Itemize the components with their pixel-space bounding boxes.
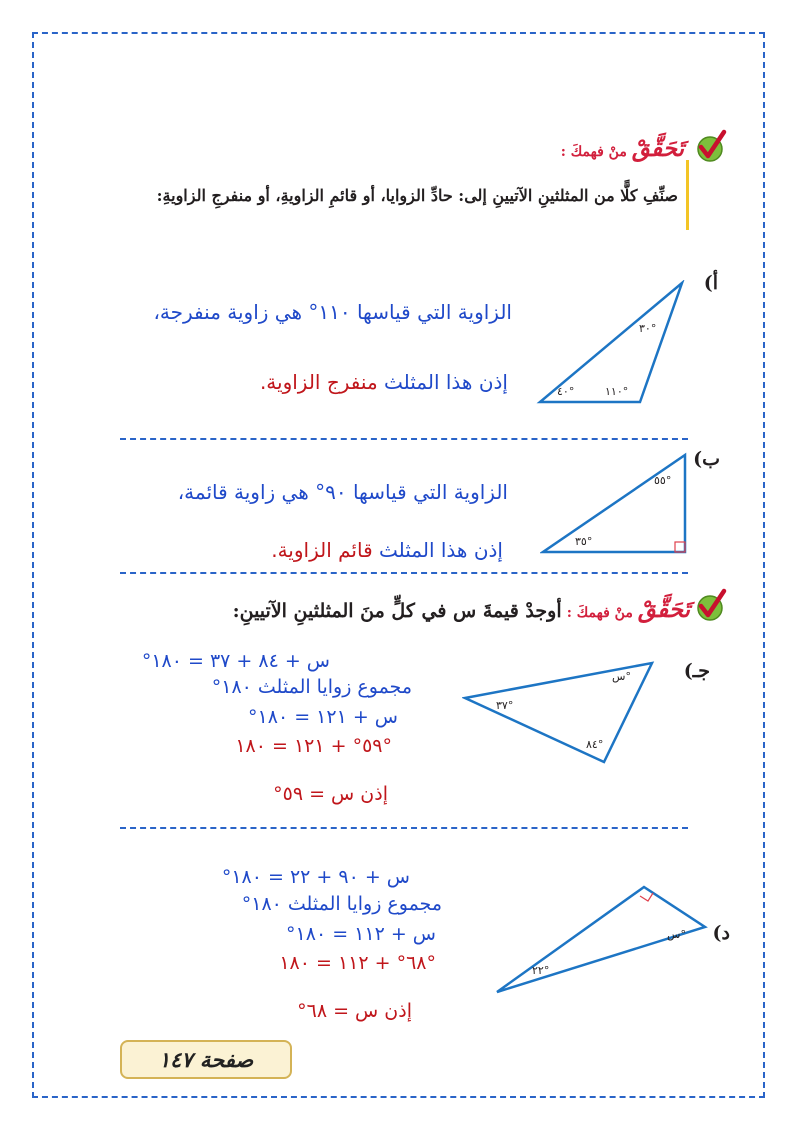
problem-b-line2 (271, 536, 503, 564)
angle-label: س° (667, 928, 686, 941)
problem-c-label: جـ) (683, 660, 710, 682)
checkmark-icon (693, 587, 729, 623)
angle-label: ٣٥° (575, 535, 593, 548)
problem-d-label: د) (712, 922, 730, 944)
triangle-b-shape (543, 455, 685, 552)
right-angle-mark (675, 542, 685, 552)
angle-label: ٨٤° (586, 738, 604, 751)
problem-b-line1: الزاوية التي قياسها ٩٠° هي زاوية قائمة، (177, 480, 508, 504)
equation-line: س + ٩٠ + ٢٢ = ١٨٠° (221, 866, 410, 888)
problem-a-line1: الزاوية التي قياسها ١١٠° هي زاوية منفرجة، (153, 300, 512, 324)
problem-a-line2 (260, 368, 508, 396)
section1-heading (561, 135, 684, 162)
triangle-d (494, 880, 716, 996)
triangle-c (462, 660, 656, 766)
conclusion-result: قائم الزاوية. (271, 538, 373, 562)
equation-line: مجموع زوايا المثلث ١٨٠° (241, 893, 442, 915)
equation-line: س + ١٢١ = ١٨٠° (248, 706, 398, 728)
equation-line: ٦٨° + ١١٢ = ١٨٠° (279, 952, 436, 974)
problem-a-label: أ) (703, 272, 718, 294)
answer-line: إذن س = ٦٨° (297, 1000, 412, 1022)
separator (120, 827, 688, 829)
equation-line: س + ١١٢ = ١٨٠° (286, 923, 436, 945)
problem-b-label: ب) (693, 448, 720, 470)
angle-label: ٣٠° (639, 322, 657, 335)
page-number: صفحة ١٤٧ (158, 1047, 254, 1072)
angle-label: ١١٠° (605, 385, 629, 398)
triangle-b (540, 452, 690, 556)
section1-instruction: صنِّفِ كلًّا من المثلثينِ الآتيينِ إلى: حادِّ الزوايا، أو قائمِ الزاويةِ، أو منفرجِ الزاويةِ: (156, 186, 678, 205)
heading-main: تَحَقَّقْ (637, 596, 690, 623)
angle-label: ٥٥° (654, 474, 672, 487)
angle-label: ٣٧° (496, 699, 514, 712)
heading-sub: منْ فهمكَ : (566, 605, 633, 621)
conclusion-result: منفرج الزاوية. (259, 370, 378, 394)
conclusion-prefix: إذن هذا المثلث (372, 538, 503, 562)
separator (120, 438, 688, 440)
heading-sub: منْ فهمكَ : (560, 144, 627, 160)
right-angle-mark (640, 893, 653, 901)
heading-accent-bar (686, 160, 689, 230)
equation-line: مجموع زوايا المثلث ١٨٠° (211, 676, 412, 698)
answer-line: إذن س = ٥٩° (273, 783, 388, 805)
page-number-box (120, 1040, 292, 1079)
equation-line: ٥٩° + ١٢١ = ١٨٠° (235, 735, 392, 757)
conclusion-prefix: إذن هذا المثلث (377, 370, 508, 394)
heading-main: تَحَقَّقْ (631, 135, 684, 162)
separator (120, 572, 688, 574)
section2-heading (233, 596, 690, 623)
equation-line: س + ٨٤ + ٣٧ = ١٨٠° (141, 650, 330, 672)
triangle-a (535, 280, 687, 406)
section2-instruction: أوجدْ قيمةَ س في كلٍّ منَ المثلثينِ الآتيينِ: (232, 600, 562, 622)
angle-label: ٢٢° (532, 964, 550, 977)
angle-label: ٤٠° (557, 385, 575, 398)
angle-label: س° (612, 670, 631, 683)
checkmark-icon (693, 128, 729, 164)
